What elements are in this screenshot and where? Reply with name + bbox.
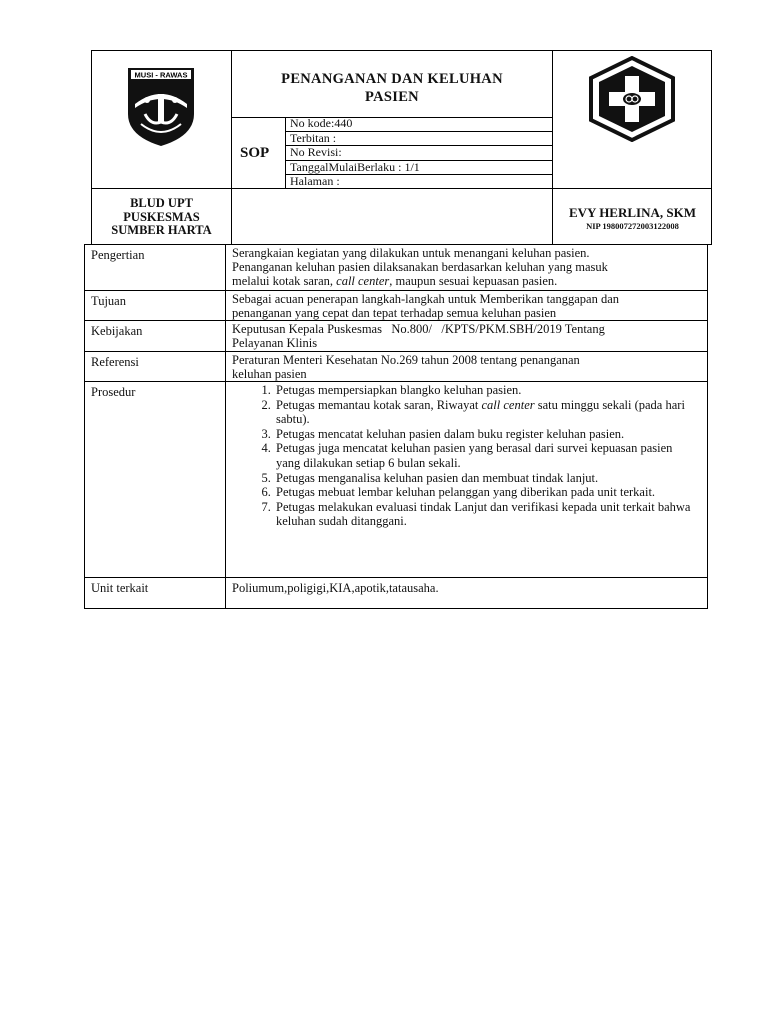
row-value-kebijakan bbox=[226, 320, 708, 350]
pengertian-line-1: Serangkaian kegiatan yang dilakukan untuk menangani keluhan pasien. bbox=[232, 246, 590, 260]
org-line-1: BLUD UPT bbox=[130, 196, 193, 210]
procedure-step: 7. Petugas melakukan evaluasi tindak Lanjut dan verifikasi kepada unit terkait bahwa keluhan sudah ditanggani. bbox=[274, 500, 698, 529]
procedure-steps bbox=[226, 383, 698, 529]
meta-no-kode: No kode:440 bbox=[286, 117, 552, 132]
sop-label: SOP bbox=[240, 145, 270, 161]
meta-no-revisi: No Revisi: bbox=[286, 146, 552, 161]
step-2-text-b: satu minggu sekali (pada hari sabtu). bbox=[276, 397, 685, 427]
musi-rawas-emblem-icon bbox=[125, 64, 197, 148]
procedure-step: 3. Petugas mencatat keluhan pasien dalam buku register keluhan pasien. bbox=[274, 427, 698, 442]
medical-cross-icon bbox=[587, 56, 677, 142]
tujuan-line-2: penanganan yang cepat dan tepat terhadap semua keluhan pasien bbox=[232, 306, 557, 320]
organization-name bbox=[92, 197, 231, 238]
title-line-1: PENANGANAN DAN KELUHAN bbox=[281, 71, 503, 87]
referensi-line-2: keluhan pasien bbox=[232, 367, 307, 381]
row-label-tujuan: Tujuan bbox=[91, 294, 126, 308]
signer-name: EVY HERLINA, SKM bbox=[568, 205, 696, 220]
pengertian-text-b: , maupun sesuai kepuasan pasien. bbox=[389, 274, 558, 288]
meta-terbitan: Terbitan : bbox=[286, 132, 552, 147]
signer-nip: NIP 198007272003122008 bbox=[586, 221, 679, 231]
pengertian-text-em: call center bbox=[336, 274, 390, 288]
step-2-text-em: call center bbox=[481, 397, 535, 412]
org-line-3: SUMBER HARTA bbox=[111, 223, 212, 237]
step-2-text-a: Petugas memantau kotak saran, Riwayat bbox=[276, 397, 482, 412]
document-meta bbox=[286, 117, 552, 188]
row-value-prosedur bbox=[226, 383, 698, 529]
referensi-line-1: Peraturan Menteri Kesehatan No.269 tahun 2008 tentang penanganan bbox=[232, 353, 580, 367]
pengertian-line-3 bbox=[232, 274, 704, 288]
logo-text: MUSI - RAWAS bbox=[134, 70, 188, 80]
pengertian-text-a: melalui kotak saran, bbox=[232, 274, 337, 288]
org-line-2: PUSKESMAS bbox=[123, 209, 200, 224]
procedure-step: 1. Petugas mempersiapkan blangko keluhan pasien. bbox=[274, 383, 698, 398]
signature-block bbox=[553, 205, 712, 231]
procedure-step bbox=[274, 398, 698, 427]
puskesmas-logo bbox=[587, 56, 677, 142]
title-line-2: PASIEN bbox=[365, 89, 419, 105]
kebijakan-line-2: Pelayanan Klinis bbox=[232, 336, 318, 350]
kebijakan-line-1: Keputusan Kepala Puskesmas No.800/ /KPTS/PKM.SBH/2019 Tentang bbox=[232, 322, 605, 336]
row-label-unit-terkait: Unit terkait bbox=[91, 581, 149, 595]
procedure-step: 4. Petugas juga mencatat keluhan pasien yang berasal dari survei kepuasan pasien yang dilakukan setiap 6 bulan sekali. bbox=[274, 441, 698, 470]
row-value-unit-terkait: Poliumum,poligigi,KIA,apotik,tatausaha. bbox=[232, 581, 439, 595]
musi-rawas-logo bbox=[125, 64, 197, 148]
row-value-tujuan bbox=[226, 290, 708, 320]
document-title bbox=[232, 70, 552, 106]
row-label-kebijakan: Kebijakan bbox=[91, 324, 143, 338]
pengertian-line-2: Penanganan keluhan pasien dilaksanakan berdasarkan keluhan yang masuk bbox=[232, 260, 608, 274]
row-label-referensi: Referensi bbox=[91, 355, 139, 369]
tujuan-line-1: Sebagai acuan penerapan langkah-langkah untuk Memberikan tanggapan dan bbox=[232, 292, 619, 306]
row-value-referensi bbox=[226, 351, 708, 381]
procedure-step: 5. Petugas menganalisa keluhan pasien dan membuat tindak lanjut. bbox=[274, 471, 698, 486]
procedure-step: 6. Petugas mebuat lembar keluhan pelanggan yang diberikan pada unit terkait. bbox=[274, 485, 698, 500]
row-label-pengertian: Pengertian bbox=[91, 248, 145, 262]
row-label-prosedur: Prosedur bbox=[91, 385, 136, 399]
meta-tanggal-berlaku: TanggalMulaiBerlaku : 1/1 bbox=[286, 161, 552, 176]
meta-halaman: Halaman : bbox=[290, 174, 340, 188]
row-value-pengertian bbox=[226, 244, 708, 288]
